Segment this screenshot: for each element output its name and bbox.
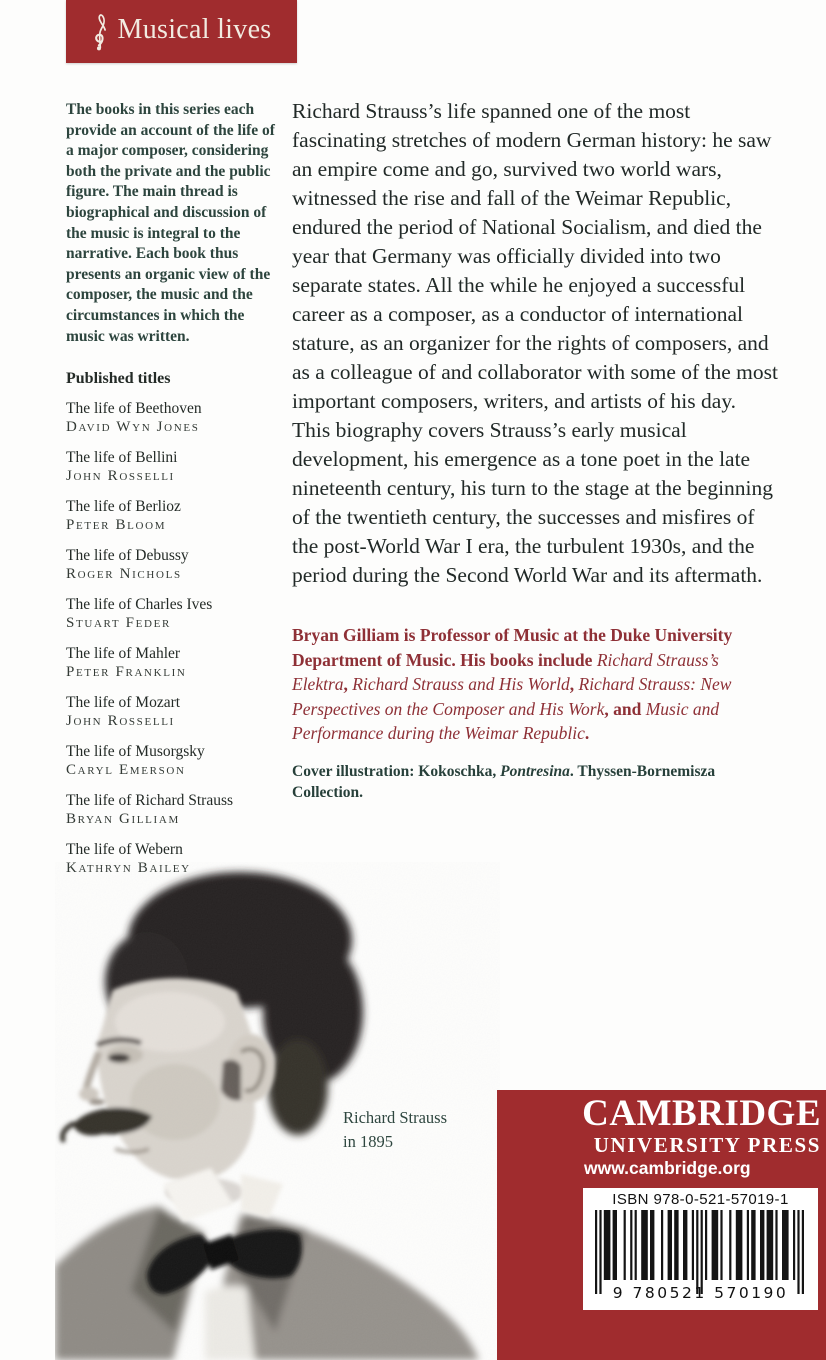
book-author: Caryl Emerson — [66, 762, 186, 779]
publisher-url: www.cambridge.org — [584, 1158, 751, 1178]
book-title: The life of Musorgsky — [66, 743, 205, 761]
book-title: The life of Berlioz — [66, 498, 181, 516]
book-author: Stuart Feder — [66, 615, 171, 632]
sidebar — [66, 100, 282, 878]
book-entry — [66, 595, 282, 633]
book-author: David Wyn Jones — [66, 419, 200, 436]
book-entry — [66, 546, 282, 584]
book-title: The life of Beethoven — [66, 400, 202, 418]
book-author: Bryan Gilliam — [66, 811, 180, 828]
series-banner — [66, 0, 297, 63]
book-entry — [66, 497, 282, 535]
treble-clef-icon — [92, 10, 109, 53]
photo-caption — [343, 1106, 447, 1154]
book-title: The life of Richard Strauss — [66, 792, 234, 810]
cover-credit: Cover illustration: Kokoschka, Pontresina. Thyssen-Bornemisza Collection. — [292, 762, 716, 801]
main-column — [292, 97, 778, 803]
isbn-label: ISBN 978-0-521-57019-1 — [612, 1191, 789, 1208]
book-list — [66, 399, 282, 878]
photo-caption-line1: Richard Strauss — [343, 1108, 448, 1127]
barcode — [583, 1188, 818, 1310]
author-bio: Bryan Gilliam is Professor of Music at the Duke University Department of Music. His books include Richard Strauss’s Elektra, Richard Strauss and His World, Richard Strauss: New Perspectives on the Composer and His Work, and Music and Performance during the Weimar Republic. — [292, 625, 733, 743]
book-title: The life of Charles Ives — [66, 596, 213, 614]
book-entry — [66, 448, 282, 486]
series-description: The books in this series each provide an account of the life of a major composer, considering both the private and the public figure. The main thread is biographical and discussion of the music is integral to the narrative. Each book thus presents an organic view of the composer, the music and the circumstances in which the music was written. — [66, 101, 275, 345]
publisher-name-line1: CAMBRIDGE — [582, 1093, 821, 1134]
book-author: Kathryn Bailey — [66, 860, 191, 877]
publisher-name-line2: UNIVERSITY PRESS — [593, 1133, 821, 1157]
book-title: The life of Mahler — [66, 645, 181, 663]
barcode-bars — [583, 1210, 818, 1294]
book-entry — [66, 693, 282, 731]
published-titles-heading: Published titles — [66, 370, 171, 388]
publisher-name — [571, 1095, 821, 1157]
book-author: John Rosselli — [66, 468, 175, 485]
publisher-block — [497, 1090, 826, 1360]
book-entry — [66, 742, 282, 780]
series-title: Musical lives — [117, 14, 272, 45]
book-title: The life of Webern — [66, 841, 183, 859]
book-title: The life of Bellini — [66, 449, 178, 467]
book-author: John Rosselli — [66, 713, 175, 730]
book-title: The life of Debussy — [66, 547, 189, 565]
book-entry — [66, 791, 282, 829]
book-title: The life of Mozart — [66, 694, 181, 712]
book-entry — [66, 644, 282, 682]
book-entry — [66, 399, 282, 437]
book-author: Roger Nichols — [66, 566, 182, 583]
book-author: Peter Franklin — [66, 664, 187, 681]
book-blurb: Richard Strauss’s life spanned one of the most fascinating stretches of modern German history: he saw an empire come and go, survived two world wars, witnessed the rise and fall of the Weimar Republic, endured the period of National Socialism, and died the year that Germany was officially divided into two separate states. All the while he enjoyed a successful career as a composer, as a conductor of international stature, as an organizer for the rights of composers, and as a colleague of and collaborator with some of the most important composers, writers, and artists of his day. This biography covers Strauss’s early musical development, his emergence as a tone poet in the late nineteenth century, his turn to the stage at the beginning of the twentieth century, the successes and misfires of the post-World War I era, the turbulent 1930s, and the period during the Second World War and its aftermath. — [292, 99, 778, 587]
photo-caption-line2: in 1895 — [343, 1132, 393, 1151]
barcode-digits: 9 780521 570190 — [612, 1284, 789, 1302]
book-author: Peter Bloom — [66, 517, 167, 534]
